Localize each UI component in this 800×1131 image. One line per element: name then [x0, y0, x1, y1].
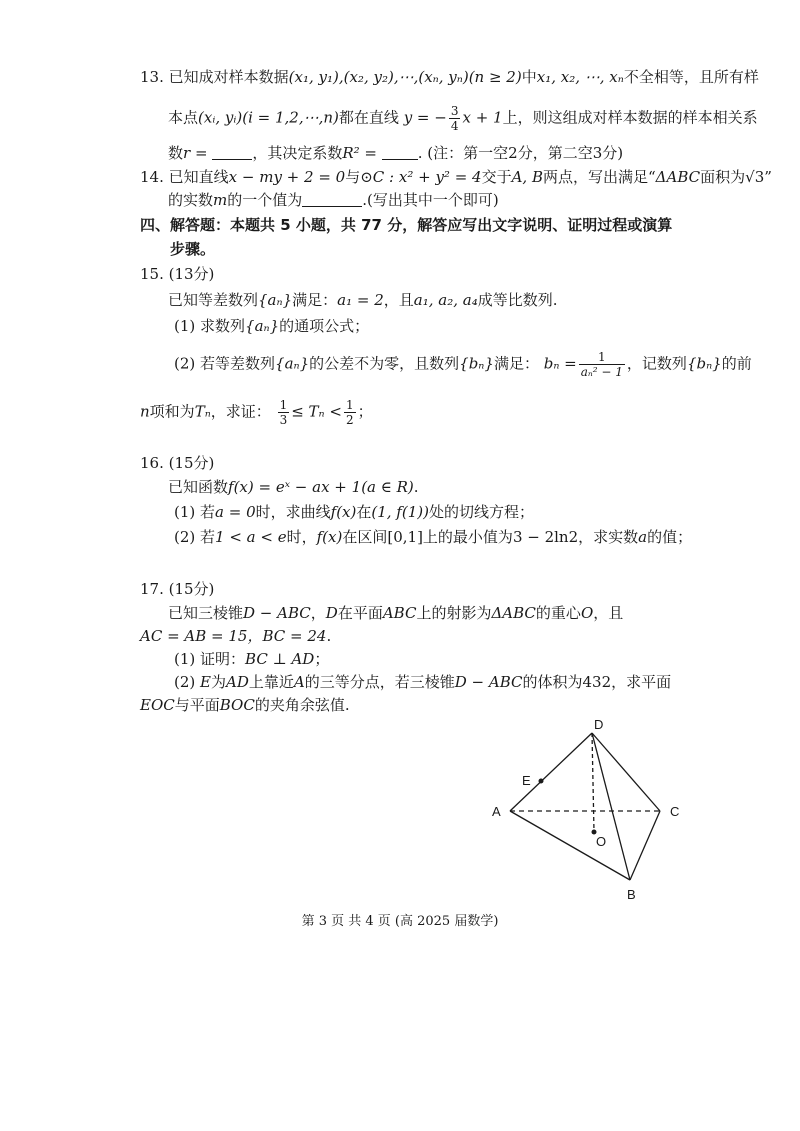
section-heading: 四、解答题：本题共 5 小题，共 77 分，解答应写出文字说明、证明过程或演算 [140, 216, 673, 234]
text: 已知直线 [168, 168, 229, 186]
answer-blank[interactable] [302, 192, 362, 207]
text: (1) 求数列 [174, 317, 246, 335]
text: 交于 [481, 168, 512, 186]
text: 在 [356, 503, 372, 521]
math: bₙ = [543, 354, 577, 373]
text: ，求证： [210, 402, 271, 421]
math: (x₁, y₁),(x₂, y₂),⋯,(xₙ, yₙ)(n ≥ 2) [288, 68, 522, 86]
fraction [579, 350, 625, 379]
q15-header: 15. (13分) [140, 265, 215, 283]
math: f(x) [316, 528, 343, 546]
math: f(x) [330, 503, 357, 521]
page-footer: 第 3 页 共 4 页 (高 2025 届数学) [301, 914, 499, 929]
q15-line-1 [168, 289, 558, 311]
fraction [344, 398, 356, 427]
math: 3 − 2ln2 [512, 528, 579, 546]
text: 的一个值为 [227, 191, 303, 209]
math: R² = [342, 144, 377, 162]
text: ， [310, 604, 326, 622]
numerator: 1 [579, 350, 625, 365]
q17-part-2-cont [140, 694, 350, 716]
text: ，记数列 [626, 354, 687, 373]
edge-CB [630, 811, 660, 880]
q13-line-2 [168, 104, 758, 133]
text: .(写出其中一个即可) [362, 191, 499, 209]
math: (xᵢ, yᵢ)(i = 1,2,⋯,n) [198, 108, 339, 127]
math: y = − [403, 108, 447, 127]
q17-line-2 [140, 625, 331, 647]
fraction [278, 398, 290, 427]
math: 432 [582, 673, 612, 691]
text: 成等比数列. [477, 291, 558, 309]
math: EOC [140, 696, 175, 714]
numerator: 1 [345, 398, 354, 412]
math: a [638, 528, 648, 546]
text: . [413, 478, 419, 496]
math: {aₙ} [245, 317, 280, 335]
q16-part-2 [174, 526, 692, 548]
math: D − ABC [243, 604, 311, 622]
text: 已知三棱锥 [168, 604, 244, 622]
label-D: D [594, 717, 604, 732]
text: 的公差不为零，且数列 [309, 354, 460, 373]
math: r = [183, 144, 208, 162]
math: (1, f(1)) [371, 503, 429, 521]
q15-part-2-cont [140, 398, 373, 427]
denominator: aₙ² − 1 [580, 365, 623, 379]
q15-part-1 [174, 315, 369, 337]
math: E [200, 673, 211, 691]
math: f(x) = eˣ − ax + 1(a ∈ R) [228, 478, 414, 496]
math: n [140, 402, 150, 421]
q17-line-1 [168, 602, 623, 624]
text: (2) 若 [174, 528, 216, 546]
text: (2) 若等差数列 [174, 354, 276, 373]
math: A, B [511, 168, 543, 186]
math: ΔABC [491, 604, 536, 622]
text: 项和为 [149, 402, 195, 421]
text: ； [314, 650, 330, 668]
text: 的值； [647, 528, 693, 546]
label-B: B [627, 887, 636, 902]
point-E [539, 779, 544, 784]
text: 上的射影为 [416, 604, 492, 622]
math: √3 [745, 168, 765, 186]
denominator: 3 [279, 413, 288, 427]
label-O: O [596, 834, 607, 849]
math: 1 < a < e [215, 528, 287, 546]
q16-header: 16. (15分) [140, 454, 215, 472]
text: 的实数 [168, 191, 214, 209]
text: 不全相等，且所有样 [623, 68, 759, 86]
q17-part-2 [174, 671, 671, 693]
q16-line-1 [168, 476, 419, 498]
question-number: 14. [140, 168, 164, 186]
text: (1) 证明： [174, 650, 246, 668]
text: ，求实数 [578, 528, 639, 546]
text: 数 [168, 144, 184, 162]
text: 的通项公式； [279, 317, 370, 335]
text: 上，则这组成对样本数据的样本相关系 [502, 108, 758, 127]
text: 为 [210, 673, 226, 691]
numerator: 3 [450, 104, 459, 118]
text: 的重心 [535, 604, 581, 622]
text: 的体积为 [522, 673, 583, 691]
text: ，且 [593, 604, 624, 622]
section-heading-cont: 步骤。 [170, 240, 216, 258]
math: [0,1] [387, 528, 423, 546]
text: 时，求曲线 [255, 503, 331, 521]
math: D − ABC [454, 673, 523, 691]
math: {aₙ} [275, 354, 310, 373]
q13-line-3 [168, 142, 623, 164]
math: x₁, x₂, ⋯, xₙ [536, 68, 624, 86]
text: 在区间 [342, 528, 388, 546]
q14-line-1 [140, 166, 772, 188]
text: 面积为 [700, 168, 746, 186]
text: 上的最小值为 [422, 528, 513, 546]
text: 处的切线方程； [428, 503, 534, 521]
text: 已知等差数列 [168, 291, 259, 309]
text: (1) 若 [174, 503, 216, 521]
fraction [449, 104, 461, 133]
denominator: 4 [450, 119, 459, 133]
math: A [293, 673, 305, 691]
label-C: C [670, 804, 680, 819]
math: a₁, a₂, a₄ [413, 291, 478, 309]
text: 中 [521, 68, 537, 86]
q17-header: 17. (15分) [140, 580, 215, 598]
math: BOC [219, 696, 255, 714]
edge-AB [510, 811, 630, 880]
text: 上靠近 [248, 673, 294, 691]
segment-DO-hidden [592, 733, 594, 832]
text: 满足： [493, 354, 539, 373]
q16-part-1 [174, 501, 534, 523]
math: Tₙ [194, 402, 211, 421]
text: 本点 [168, 108, 199, 127]
answer-blank[interactable] [212, 145, 252, 160]
text: 在平面 [337, 604, 383, 622]
text: ，且 [383, 291, 414, 309]
question-number: 13. [140, 68, 164, 86]
denominator: 2 [345, 413, 354, 427]
math: m [213, 191, 228, 209]
math: {aₙ} [258, 291, 293, 309]
math: AD [226, 673, 249, 691]
text: . [326, 627, 332, 645]
text: 两点，写出满足“ [543, 168, 656, 186]
text: 的前 [721, 354, 752, 373]
text: ” [764, 168, 772, 186]
text: 的三等分点，若三棱锥 [304, 673, 455, 691]
numerator: 1 [279, 398, 288, 412]
text: . (注：第一空2分，第二空3分) [417, 144, 624, 162]
text: 都在直线 [338, 108, 399, 127]
text: 满足： [292, 291, 338, 309]
q17-part-1 [174, 648, 329, 670]
q14-line-2 [168, 189, 499, 211]
q13-line-1 [140, 66, 759, 88]
math: a = 0 [215, 503, 256, 521]
math: O [580, 604, 594, 622]
math: C : x² + y² = 4 [372, 168, 482, 186]
math: BC ⊥ AD [245, 650, 315, 668]
label-A: A [492, 804, 501, 819]
math: x + 1 [462, 108, 503, 127]
math: {bₙ} [459, 354, 494, 373]
text: 与平面 [174, 696, 220, 714]
math: ABC [382, 604, 417, 622]
math: AC = AB = 15，BC = 24 [140, 627, 327, 645]
text: ，求平面 [611, 673, 672, 691]
answer-blank[interactable] [382, 145, 418, 160]
math: {bₙ} [686, 354, 722, 373]
math: x − my + 2 = 0 [228, 168, 346, 186]
text: (2) [174, 673, 196, 691]
text: 与⊙ [345, 168, 373, 186]
math: a₁ = 2 [337, 291, 384, 309]
math: D [325, 604, 338, 622]
text: ； [357, 402, 373, 421]
text: 的夹角余弦值. [254, 696, 350, 714]
label-E: E [522, 773, 531, 788]
math: ≤ Tₙ < [291, 402, 342, 421]
edge-DA [510, 733, 592, 811]
math: ΔABC [655, 168, 701, 186]
q15-part-2 [174, 350, 752, 379]
text: 已知成对样本数据 [168, 68, 289, 86]
text: 时， [286, 528, 317, 546]
text: ，其决定系数 [252, 144, 343, 162]
text: 已知函数 [168, 478, 229, 496]
tetrahedron-figure [480, 715, 700, 905]
